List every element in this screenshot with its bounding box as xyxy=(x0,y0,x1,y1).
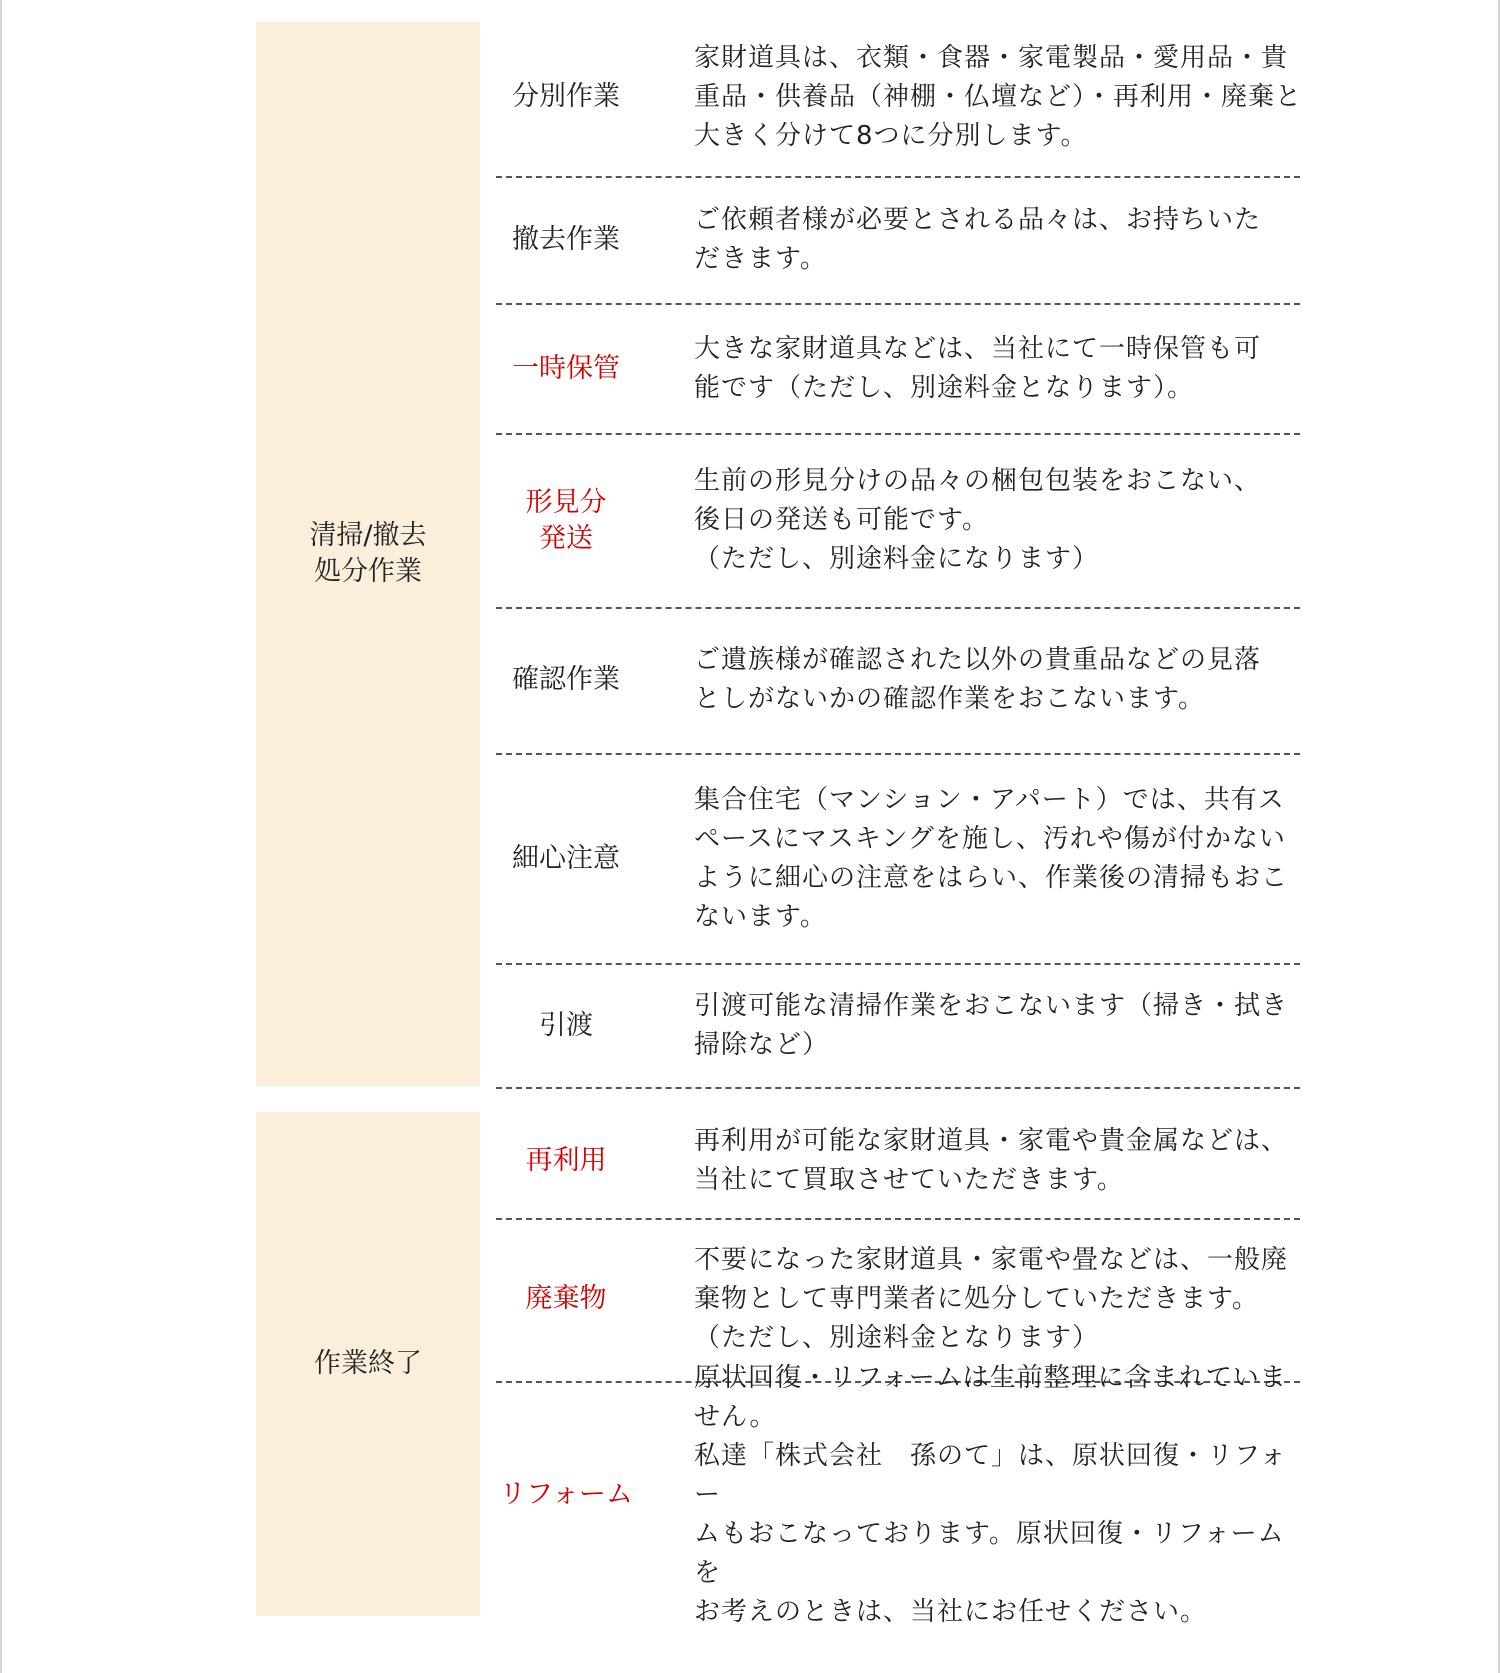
category-label: 作業終了 xyxy=(314,1348,422,1379)
row-description: 家財道具は、衣類・食器・家電製品・愛用品・貴 重品・供養品（神棚・仏壇など）・再利用・廃棄と 大きく分けて8つに分別します。 xyxy=(694,42,1303,151)
row-divider xyxy=(496,607,1300,609)
category-cell-cleaning xyxy=(256,22,480,1086)
row-description: 引渡可能な清掃作業をおこないます（掃き・拭き 掃除など） xyxy=(694,991,1289,1060)
row-label: 確認作業 xyxy=(512,664,620,695)
row-label: 廃棄物 xyxy=(525,1283,607,1314)
row-label: 形見分 発送 xyxy=(525,486,607,554)
row-label: 引渡 xyxy=(539,1010,593,1041)
row-description: ご依頼者様が必要とされる品々は、お持ちいた だきます。 xyxy=(694,205,1262,274)
row-divider xyxy=(496,176,1300,178)
row-divider xyxy=(496,303,1300,305)
list-item-removal xyxy=(496,181,1300,299)
row-divider xyxy=(496,963,1300,965)
row-label: 細心注意 xyxy=(512,843,620,874)
list-item-sorting xyxy=(496,24,1303,170)
row-description: 生前の形見分けの品々の梱包包装をおこない、 後日の発送も可能です。 （ただし、別途料金になります） xyxy=(694,466,1262,574)
row-description: 再利用が可能な家財道具・家電や貴金属などは、 当社にて買取させていただきます。 xyxy=(694,1126,1289,1195)
page-left-border xyxy=(0,0,2,1673)
row-description: 大きな家財道具などは、当社にて一時保管も可 能です（ただし、別途料金となります）。 xyxy=(694,334,1262,403)
list-item-handover xyxy=(496,968,1300,1084)
row-divider xyxy=(496,433,1300,435)
row-divider xyxy=(496,1218,1300,1220)
list-item-keepsake-shipping xyxy=(496,438,1300,603)
row-description: 不要になった家財道具・家電や畳などは、一般廃 棄物として専門業者に処分していただきます。 （ただし、別途料金となります） xyxy=(694,1244,1289,1353)
row-label: 一時保管 xyxy=(512,353,620,384)
list-item-temporary-storage xyxy=(496,308,1300,430)
row-label: 分別作業 xyxy=(512,81,620,112)
list-item-renovation xyxy=(496,1362,1300,1627)
row-divider xyxy=(496,753,1300,755)
row-label: 撤去作業 xyxy=(512,224,620,255)
row-label: 再利用 xyxy=(525,1145,607,1176)
row-label: リフォーム xyxy=(499,1479,633,1510)
row-description: ご遺族様が確認された以外の貴重品などの見落 としがないかの確認作業をおこないます。 xyxy=(694,645,1262,714)
row-description: 集合住宅（マンション・アパート）では、共有ス ペースにマスキングを施し、汚れや傷が付かない ように細心の注意をはらい、作業後の清掃もおこ ないます。 xyxy=(694,785,1289,932)
category-cell-completion xyxy=(256,1112,480,1616)
row-description: 原状回復・リフォームは生前整理に含まれていま せん。 私達「株式会社 孫のて」は、原状回復・リフォー ムもおこなっております。原状回復・リフォームを お考えのときは、当社にお任せください。 xyxy=(694,1362,1287,1627)
list-item-verification xyxy=(496,612,1300,748)
row-divider xyxy=(496,1087,1300,1089)
list-item-reuse xyxy=(496,1108,1300,1214)
list-item-careful-attention xyxy=(496,758,1300,960)
category-label: 清掃/撤去 処分作業 xyxy=(309,520,427,587)
list-item-waste xyxy=(496,1223,1300,1375)
